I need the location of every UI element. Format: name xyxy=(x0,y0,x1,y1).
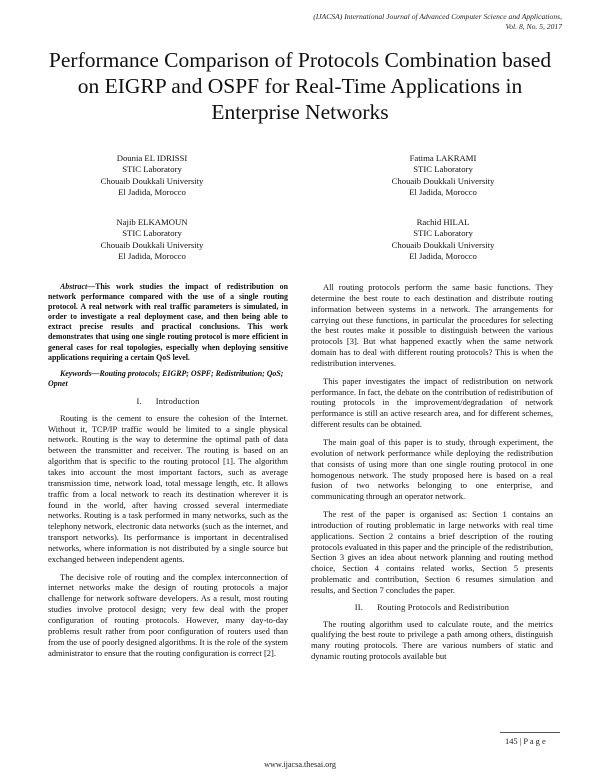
paragraph: The rest of the paper is organised as: Section 1 contains an introduction of routing problematic in large networks with real time applications. Section 2 contains a brief description of the routing protocols evaluated in this paper and the principle of the redistribution, Section 3 gives an idea about network planning and routing method choice, Section 4 contains related works, Section 5 presents problematic and contribution, Section 6 resumes simulation and results, and Section 7 concludes the paper. xyxy=(311,509,553,595)
paragraph: The main goal of this paper is to study, through experiment, the evolution of network performance while deploying the redistribution that consists of using more than one single routing protocol in one homogenous network. The study proposed here is based on a real fusion of two networks belonging to one enterprise, and communicating through an operator network. xyxy=(311,436,553,502)
author-city: El Jadida, Morocco xyxy=(409,186,477,197)
journal-volume: Vol. 8, No. 5, 2017 xyxy=(505,22,562,31)
author-city: El Jadida, Morocco xyxy=(409,250,477,261)
author-university: Chouaib Doukkali University xyxy=(391,239,495,250)
section-title: Introduction xyxy=(155,396,200,406)
left-column xyxy=(48,282,288,665)
paper-title: Performance Comparison of Protocols Combination based on EIGRP and OSPF for Real-Time Applications in Enterprise Networks xyxy=(48,48,552,124)
section-heading-routing xyxy=(311,603,553,614)
journal-name: (IJACSA) International Journal of Advanced Computer Science and Applications, xyxy=(313,12,562,21)
paragraph: Routing is the cement to ensure the cohesion of the Internet. Without it, TCP/IP traffic would be limited to a single physical network. Routing is the way to determine the optimal path of data between the transmitter and receiver. The routing is based on an algorithm that is specific to the routing protocol [1]. The algorithm takes into account the most important factors, such as average transmission time, network load, total message length, etc. It allows traffic from a local network to reach its destination wherever it is found in the world, after having crossed several intermediate networks. Routing is a task performed in many networks, such as the telephony network, electronic data networks (such as the internet, and transport networks). Its performance is important in decentralised networks, where information is not distributed by a single source but exchanged between independent agents. xyxy=(48,412,288,564)
author-lab: STIC Laboratory xyxy=(413,228,473,239)
author-name: Dounia EL IDRISSI xyxy=(116,153,188,163)
author-university: Chouaib Doukkali University xyxy=(391,175,495,186)
author-lab: STIC Laboratory xyxy=(122,164,182,175)
section-number: II. xyxy=(354,602,364,612)
keywords: Keywords—Routing protocols; EIGRP; OSPF; Redistribution; QoS; Opnet xyxy=(48,368,284,388)
author-block-1 xyxy=(72,153,232,198)
paragraph: This paper investigates the impact of redistribution on network performance. In fact, the debate on the contribution of redistribution of routing protocols in the improvement/degradation of network performance is still an active research area, and for different schemes, different results can be obtained. xyxy=(311,375,553,430)
abstract: Abstract—This work studies the impact of redistribution on network performance compared with the use of a single routing protocol. A real network with real traffic parameters is simulated, in order to investigate a real deployment case, and then being able to extract precise results and practical conclusions. This work demonstrates that using one single routing protocol is more efficient in general cases for real topologies, especially when deploying sensitive applications requiring a certain QoS level. xyxy=(48,282,288,362)
author-university: Chouaib Doukkali University xyxy=(100,175,204,186)
journal-header xyxy=(313,12,562,32)
paragraph: The routing algorithm used to calculate route, and the metrics qualifying the best route to privilege a path among others, distinguish many routing protocols. There are various numbers of static and dynamic routing protocols available but xyxy=(311,618,553,662)
author-lab: STIC Laboratory xyxy=(413,164,473,175)
keywords-text: Routing protocols; EIGRP; OSPF; Redistribution; QoS; Opnet xyxy=(48,368,284,388)
right-column xyxy=(311,282,553,669)
author-block-4 xyxy=(363,217,523,262)
author-block-2 xyxy=(363,153,523,198)
section-number: I. xyxy=(136,396,142,406)
author-university: Chouaib Doukkali University xyxy=(100,239,204,250)
author-block-3 xyxy=(72,217,232,262)
author-lab: STIC Laboratory xyxy=(122,228,182,239)
author-city: El Jadida, Morocco xyxy=(118,186,186,197)
paragraph: The decisive role of routing and the complex interconnection of internet networks make the design of routing protocols a major challenge for network software developers. As a result, most routing studies involve protocol design; very few deal with the proper configuration of routing protocols. However, many day-to-day problems result rather from poor configuration of routers used than from the use of poorly designed algorithms. It is the role of the system administrator to ensure that the routing configuration is correct [2]. xyxy=(48,571,288,658)
section-title: Routing Protocols and Redistribution xyxy=(377,602,510,612)
abstract-text: This work studies the impact of redistribution on network performance compared with the use of a single routing protocol. A real network with real traffic parameters is simulated, in order to investigate a real deployment case, and then being able to extract precise results and practical conclusions. This work demonstrates that using one single routing protocol is more efficient in general cases for real topologies, especially when deploying sensitive applications requiring a certain QoS level. xyxy=(48,282,288,362)
abstract-label: Abstract xyxy=(60,282,88,291)
paragraph: All routing protocols perform the same basic functions. They determine the best route to each destination and distribute routing information between systems in a network. The arrangements for carrying out these functions, in particular the procedures for selecting the best routes make it possible to distinguish between the various protocols [3]. But what happened exactly when the same network domain has to deal with different routing protocols? This is when the redistribution intervenes. xyxy=(311,282,553,368)
author-name: Najib ELKAMOUN xyxy=(116,217,188,227)
journal-website: www.ijacsa.thesai.org xyxy=(264,760,336,769)
author-name: Rachid HILAL xyxy=(416,217,470,227)
section-heading-introduction xyxy=(48,397,288,408)
page-number: 145 | P a g e xyxy=(505,737,546,746)
footer-divider xyxy=(500,732,560,733)
keywords-label: Keywords xyxy=(60,368,92,378)
author-name: Fatima LAKRAMI xyxy=(409,153,477,163)
author-city: El Jadida, Morocco xyxy=(118,250,186,261)
